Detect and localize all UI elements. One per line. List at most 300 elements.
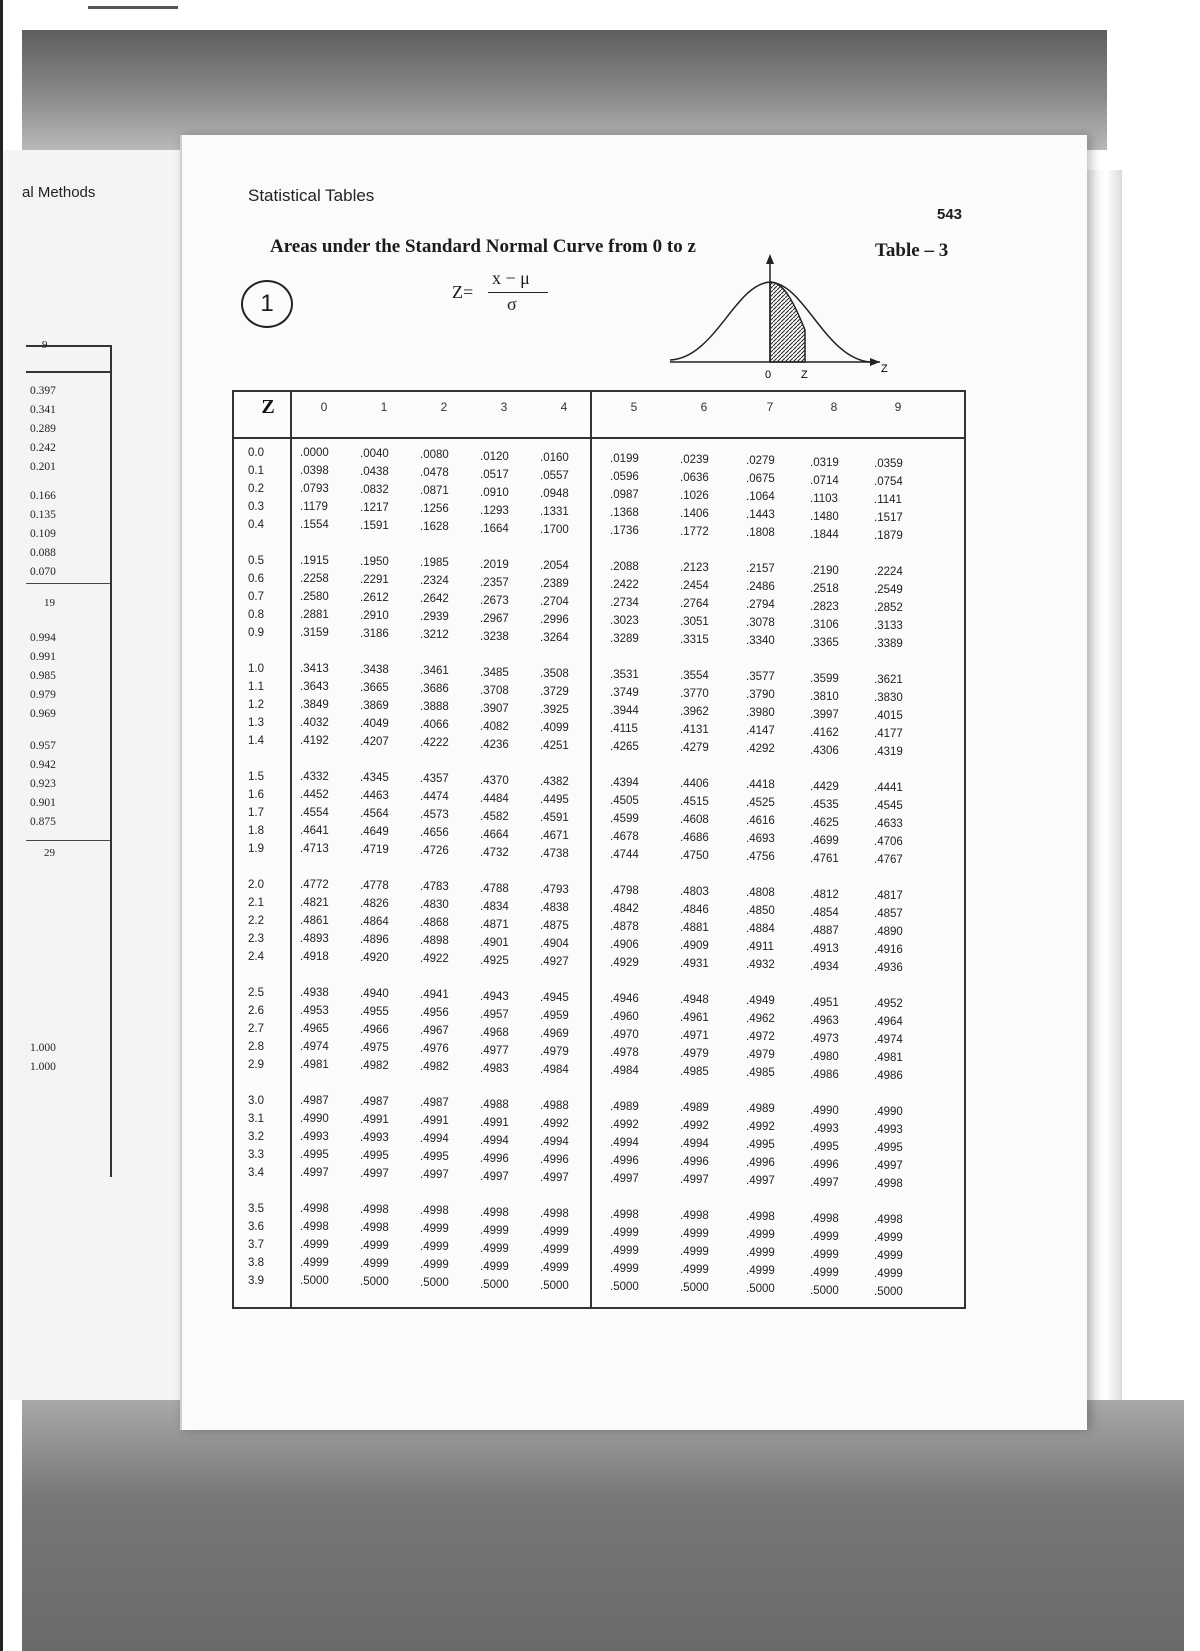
area-value: .4974 xyxy=(300,1041,329,1053)
area-value: .1985 xyxy=(420,557,449,570)
area-value: .4993 xyxy=(300,1131,329,1143)
area-value: .3577 xyxy=(746,671,775,684)
area-value: .4999 xyxy=(480,1224,509,1237)
area-value: .4192 xyxy=(300,735,329,747)
area-value: .5000 xyxy=(810,1284,839,1297)
left-page-value: 0.070 xyxy=(30,566,56,578)
column-header: 0 xyxy=(320,400,328,414)
area-value: .0987 xyxy=(610,489,639,501)
curve-z-label: Z xyxy=(801,369,808,381)
left-edge xyxy=(0,0,3,1651)
area-value: .1950 xyxy=(360,556,389,569)
column-header: 8 xyxy=(830,400,838,414)
area-value: .4713 xyxy=(300,843,329,855)
column-header: 7 xyxy=(766,400,774,414)
area-value: .4984 xyxy=(540,1063,569,1076)
area-value: .4987 xyxy=(360,1096,389,1109)
area-value: .4995 xyxy=(746,1139,775,1152)
area-value: .0478 xyxy=(420,467,449,480)
area-value: .4162 xyxy=(810,726,839,739)
z-value: 1.7 xyxy=(248,807,264,819)
area-value: .4997 xyxy=(874,1159,903,1172)
area-value: .4015 xyxy=(874,709,903,722)
top-shadow-band xyxy=(22,30,1107,150)
area-value: .2224 xyxy=(874,565,903,578)
z-value: 0.8 xyxy=(248,609,264,621)
area-value: .1256 xyxy=(420,503,449,516)
area-value: .2704 xyxy=(540,595,569,608)
area-value: .4664 xyxy=(480,828,509,841)
area-value: .4881 xyxy=(680,922,709,935)
area-value: .2996 xyxy=(540,613,569,626)
area-value: .4995 xyxy=(360,1150,389,1163)
area-value: .3159 xyxy=(300,627,329,639)
area-value: .2324 xyxy=(420,575,449,588)
formula-fraction-bar xyxy=(488,292,548,293)
area-value: .4969 xyxy=(540,1027,569,1040)
area-value: .4940 xyxy=(360,988,389,1001)
axis-arrow xyxy=(766,254,774,264)
area-value: .4641 xyxy=(300,825,329,837)
area-value: .4625 xyxy=(810,816,839,829)
area-value: .4678 xyxy=(610,831,639,843)
area-value: .4999 xyxy=(610,1245,639,1257)
area-value: .4957 xyxy=(480,1008,509,1021)
area-value: .4999 xyxy=(874,1249,903,1262)
area-value: .1664 xyxy=(480,522,509,535)
area-value: .4987 xyxy=(420,1097,449,1110)
column-header: 9 xyxy=(894,400,902,414)
formula-lhs: Z= xyxy=(452,282,474,302)
area-value: .3485 xyxy=(480,666,509,679)
left-page-value: 0.969 xyxy=(30,708,56,720)
z-value: 2.6 xyxy=(248,1005,264,1017)
area-value: .4997 xyxy=(480,1170,509,1183)
area-value: .4978 xyxy=(610,1047,639,1059)
left-page-value: 0.979 xyxy=(30,689,56,701)
left-page-value: 0.991 xyxy=(30,651,56,663)
area-value: .3264 xyxy=(540,631,569,644)
area-value: .3599 xyxy=(810,672,839,685)
area-value: .4968 xyxy=(480,1026,509,1039)
area-value: .0557 xyxy=(540,469,569,482)
area-value: .4066 xyxy=(420,719,449,732)
area-value: .1700 xyxy=(540,523,569,536)
area-value: .4929 xyxy=(610,957,639,969)
area-value: .4788 xyxy=(480,882,509,895)
area-value: .1554 xyxy=(300,519,329,531)
area-value: .2518 xyxy=(810,582,839,595)
area-value: .0832 xyxy=(360,484,389,497)
area-value: .2054 xyxy=(540,559,569,572)
area-value: .4706 xyxy=(874,835,903,848)
area-value: .4966 xyxy=(360,1024,389,1037)
area-value: .2852 xyxy=(874,601,903,614)
area-value: .4808 xyxy=(746,887,775,900)
z-value: 3.5 xyxy=(248,1203,264,1215)
z-value: 1.5 xyxy=(248,771,264,783)
column-header: 2 xyxy=(440,400,448,414)
z-value: 0.6 xyxy=(248,573,264,585)
area-value: .4993 xyxy=(810,1122,839,1135)
area-value: .4878 xyxy=(610,921,639,933)
area-value: .2794 xyxy=(746,599,775,612)
area-value: .4999 xyxy=(874,1267,903,1280)
area-value: .4738 xyxy=(540,847,569,860)
z-value: 1.3 xyxy=(248,717,264,729)
left-page-value: 0.166 xyxy=(30,490,56,502)
area-value: .4918 xyxy=(300,951,329,963)
area-value: .3365 xyxy=(810,636,839,649)
area-value: .4986 xyxy=(810,1068,839,1081)
page-edge xyxy=(1082,170,1122,1400)
area-value: .5000 xyxy=(874,1285,903,1298)
area-value: .3665 xyxy=(360,682,389,695)
area-value: .0793 xyxy=(300,483,329,495)
area-value: .4875 xyxy=(540,919,569,932)
area-value: .4964 xyxy=(874,1015,903,1028)
area-value: .4893 xyxy=(300,933,329,945)
area-value: .4994 xyxy=(420,1133,449,1146)
area-value: .3869 xyxy=(360,700,389,713)
area-value: .4857 xyxy=(874,907,903,920)
area-value: .4564 xyxy=(360,808,389,821)
area-value: .4826 xyxy=(360,898,389,911)
area-value: .4945 xyxy=(540,991,569,1004)
area-value: .4974 xyxy=(874,1033,903,1046)
area-value: .4982 xyxy=(360,1060,389,1073)
area-value: .1808 xyxy=(746,527,775,540)
area-value: .1443 xyxy=(746,509,775,522)
area-value: .3340 xyxy=(746,635,775,648)
area-value: .4991 xyxy=(480,1116,509,1129)
formula-numerator: x − μ xyxy=(492,268,530,288)
area-value: .5000 xyxy=(420,1277,449,1290)
z-table xyxy=(232,390,966,1309)
area-value: .4998 xyxy=(480,1206,509,1219)
area-value: .3106 xyxy=(810,618,839,631)
area-value: .2881 xyxy=(300,609,329,621)
z-value: 0.7 xyxy=(248,591,264,603)
area-value: .4495 xyxy=(540,793,569,806)
area-value: .4979 xyxy=(680,1048,709,1061)
z-value: 0.5 xyxy=(248,555,264,567)
area-value: .4998 xyxy=(810,1212,839,1225)
area-value: .4864 xyxy=(360,916,389,929)
z-value: 2.9 xyxy=(248,1059,264,1071)
area-value: .4990 xyxy=(300,1113,329,1125)
area-value: .4998 xyxy=(874,1177,903,1190)
area-value: .4997 xyxy=(680,1174,709,1187)
area-value: .4998 xyxy=(680,1210,709,1223)
table-label: Table – 3 xyxy=(875,240,949,261)
area-value: .4994 xyxy=(680,1138,709,1151)
area-value: .4049 xyxy=(360,718,389,731)
area-value: .4997 xyxy=(610,1173,639,1185)
area-value: .3078 xyxy=(746,617,775,630)
area-value: .4998 xyxy=(300,1221,329,1233)
area-value: .4972 xyxy=(746,1031,775,1044)
area-value: .3749 xyxy=(610,687,639,699)
area-value: .4932 xyxy=(746,959,775,972)
area-value: .1736 xyxy=(610,525,639,537)
area-value: .4997 xyxy=(810,1176,839,1189)
area-value: .4999 xyxy=(610,1227,639,1239)
area-value: .4999 xyxy=(746,1247,775,1260)
area-value: .4671 xyxy=(540,829,569,842)
area-value: .5000 xyxy=(680,1282,709,1295)
area-value: .4997 xyxy=(300,1167,329,1179)
area-value: .4868 xyxy=(420,917,449,930)
area-value: .4960 xyxy=(610,1011,639,1023)
area-value: .2157 xyxy=(746,563,775,576)
area-value: .4995 xyxy=(810,1140,839,1153)
area-value: .3133 xyxy=(874,619,903,632)
area-value: .5000 xyxy=(610,1281,639,1293)
left-page-value: 0.242 xyxy=(30,442,56,454)
area-value: .4099 xyxy=(540,721,569,734)
left-page-value: 0.994 xyxy=(30,632,56,644)
z-value: 1.9 xyxy=(248,843,264,855)
area-value: .4999 xyxy=(360,1240,389,1253)
area-value: .4962 xyxy=(746,1013,775,1026)
left-page-title: al Methods xyxy=(22,184,96,201)
area-value: .4871 xyxy=(480,918,509,931)
area-value: .4292 xyxy=(746,743,775,756)
area-value: .0080 xyxy=(420,449,449,462)
area-value: .3925 xyxy=(540,703,569,716)
area-value: .4925 xyxy=(480,954,509,967)
area-value: .4591 xyxy=(540,811,569,824)
area-value: .4975 xyxy=(360,1042,389,1055)
area-value: .4994 xyxy=(480,1134,509,1147)
area-value: .4997 xyxy=(360,1168,389,1181)
area-value: .4989 xyxy=(746,1103,775,1116)
left-page-value: 0.109 xyxy=(30,528,56,540)
area-value: .4999 xyxy=(680,1264,709,1277)
area-value: .2823 xyxy=(810,600,839,613)
shaded-area xyxy=(770,282,805,362)
area-value: .0199 xyxy=(610,453,639,465)
left-page-value: 1.000 xyxy=(30,1061,56,1073)
area-value: .4817 xyxy=(874,889,903,902)
area-value: .4608 xyxy=(680,814,709,827)
area-value: .4406 xyxy=(680,778,709,791)
area-value: .4838 xyxy=(540,901,569,914)
area-value: .4616 xyxy=(746,815,775,828)
area-value: .1368 xyxy=(610,507,639,519)
area-value: .4999 xyxy=(810,1230,839,1243)
handwritten-circle-mark: 1 xyxy=(241,280,293,328)
area-value: .4332 xyxy=(300,771,329,783)
area-value: .0675 xyxy=(746,473,775,486)
area-value: .4992 xyxy=(680,1120,709,1133)
area-value: .4854 xyxy=(810,906,839,919)
area-value: .3686 xyxy=(420,683,449,696)
z-value: 3.0 xyxy=(248,1095,264,1107)
area-value: .2088 xyxy=(610,561,639,573)
area-value: .4904 xyxy=(540,937,569,950)
area-value: .4761 xyxy=(810,852,839,865)
area-value: .4370 xyxy=(480,774,509,787)
area-value: .4993 xyxy=(874,1123,903,1136)
area-value: .4505 xyxy=(610,795,639,807)
area-value: .4463 xyxy=(360,790,389,803)
area-value: .4554 xyxy=(300,807,329,819)
area-value: .4998 xyxy=(540,1207,569,1220)
area-value: .4909 xyxy=(680,940,709,953)
z-value: 0.4 xyxy=(248,519,264,531)
left-page-value: 0.942 xyxy=(30,759,56,771)
area-value: .4980 xyxy=(810,1050,839,1063)
area-value: .4719 xyxy=(360,844,389,857)
area-value: .1628 xyxy=(420,521,449,534)
area-value: .3997 xyxy=(810,708,839,721)
area-value: .4545 xyxy=(874,799,903,812)
area-value: .4985 xyxy=(680,1066,709,1079)
area-value: .4989 xyxy=(610,1101,639,1113)
area-value: .3621 xyxy=(874,673,903,686)
area-value: .4999 xyxy=(300,1257,329,1269)
left-page-subheader: 19 xyxy=(44,597,55,609)
area-value: .4976 xyxy=(420,1043,449,1056)
area-value: .4946 xyxy=(610,993,639,1005)
top-mark xyxy=(88,6,178,9)
area-value: .4999 xyxy=(540,1243,569,1256)
z-value: 2.1 xyxy=(248,897,264,909)
area-value: .4994 xyxy=(540,1135,569,1148)
area-value: .2258 xyxy=(300,573,329,585)
area-value: .4995 xyxy=(300,1149,329,1161)
area-value: .4265 xyxy=(610,741,639,753)
area-value: .4956 xyxy=(420,1007,449,1020)
area-value: .2486 xyxy=(746,581,775,594)
area-value: .4989 xyxy=(680,1102,709,1115)
area-value: .4967 xyxy=(420,1025,449,1038)
area-value: .4429 xyxy=(810,780,839,793)
area-value: .4979 xyxy=(746,1049,775,1062)
area-value: .4959 xyxy=(540,1009,569,1022)
area-value: .4990 xyxy=(810,1104,839,1117)
area-value: .1217 xyxy=(360,502,389,515)
area-value: .4998 xyxy=(610,1209,639,1221)
z-value: 2.3 xyxy=(248,933,264,945)
area-value: .2910 xyxy=(360,610,389,623)
left-page-value: 0.875 xyxy=(30,816,56,828)
area-value: .0754 xyxy=(874,475,903,488)
area-value: .4920 xyxy=(360,952,389,965)
area-value: .0948 xyxy=(540,487,569,500)
area-value: .4998 xyxy=(874,1213,903,1226)
area-value: .4971 xyxy=(680,1030,709,1043)
area-value: .4693 xyxy=(746,833,775,846)
normal-curve-diagram xyxy=(665,250,895,390)
area-value: .4793 xyxy=(540,883,569,896)
area-value: .4821 xyxy=(300,897,329,909)
area-value: .4830 xyxy=(420,899,449,912)
area-value: .3907 xyxy=(480,702,509,715)
z-value: 1.8 xyxy=(248,825,264,837)
area-value: .4357 xyxy=(420,773,449,786)
area-value: .4996 xyxy=(610,1155,639,1167)
area-value: .4996 xyxy=(480,1152,509,1165)
area-value: .2939 xyxy=(420,611,449,624)
area-value: .0040 xyxy=(360,448,389,461)
area-value: .4999 xyxy=(874,1231,903,1244)
z-value: 3.6 xyxy=(248,1221,264,1233)
area-value: .4979 xyxy=(540,1045,569,1058)
area-value: .5000 xyxy=(360,1276,389,1289)
left-page-value: 0.088 xyxy=(30,547,56,559)
area-value: .3830 xyxy=(874,691,903,704)
area-value: .0279 xyxy=(746,455,775,468)
area-value: .4726 xyxy=(420,845,449,858)
area-value: .4992 xyxy=(746,1121,775,1134)
area-value: .3212 xyxy=(420,629,449,642)
area-value: .4906 xyxy=(610,939,639,951)
area-value: .4999 xyxy=(680,1246,709,1259)
area-value: .4236 xyxy=(480,738,509,751)
area-value: .4963 xyxy=(810,1014,839,1027)
area-value: .4778 xyxy=(360,880,389,893)
area-value: .0319 xyxy=(810,456,839,469)
area-value: .4973 xyxy=(810,1032,839,1045)
area-value: .4998 xyxy=(360,1222,389,1235)
left-page-rule xyxy=(26,840,110,841)
area-value: .4982 xyxy=(420,1061,449,1074)
z-value: 0.2 xyxy=(248,483,264,495)
area-value: .4535 xyxy=(810,798,839,811)
area-value: .3888 xyxy=(420,701,449,714)
left-page-value: 0.289 xyxy=(30,423,56,435)
z-value: 0.3 xyxy=(248,501,264,513)
area-value: .3238 xyxy=(480,630,509,643)
z-value: 2.4 xyxy=(248,951,264,963)
area-value: .4890 xyxy=(874,925,903,938)
z-value: 3.2 xyxy=(248,1131,264,1143)
area-value: .2291 xyxy=(360,574,389,587)
area-value: .4131 xyxy=(680,724,709,737)
area-value: .4965 xyxy=(300,1023,329,1035)
area-value: .3461 xyxy=(420,665,449,678)
area-value: .4699 xyxy=(810,834,839,847)
area-value: .2764 xyxy=(680,598,709,611)
area-value: .3023 xyxy=(610,615,639,627)
area-value: .4977 xyxy=(480,1044,509,1057)
area-value: .3531 xyxy=(610,669,639,681)
area-value: .3315 xyxy=(680,634,709,647)
area-value: .0359 xyxy=(874,457,903,470)
column-header: 5 xyxy=(630,400,638,414)
area-value: .1591 xyxy=(360,520,389,533)
area-value: .2190 xyxy=(810,564,839,577)
area-value: .2580 xyxy=(300,591,329,603)
area-value: .0636 xyxy=(680,472,709,485)
z-value: 3.7 xyxy=(248,1239,264,1251)
area-value: .4992 xyxy=(610,1119,639,1131)
area-value: .4936 xyxy=(874,961,903,974)
area-value: .4997 xyxy=(540,1171,569,1184)
left-page-rule xyxy=(26,583,110,584)
area-value: .4999 xyxy=(360,1258,389,1271)
z-column-header: Z xyxy=(261,396,275,418)
left-page-value: 0.135 xyxy=(30,509,56,521)
area-value: .4999 xyxy=(420,1259,449,1272)
area-value: .0517 xyxy=(480,468,509,481)
area-value: .4177 xyxy=(874,727,903,740)
area-value: .1331 xyxy=(540,505,569,518)
area-value: .4222 xyxy=(420,737,449,750)
